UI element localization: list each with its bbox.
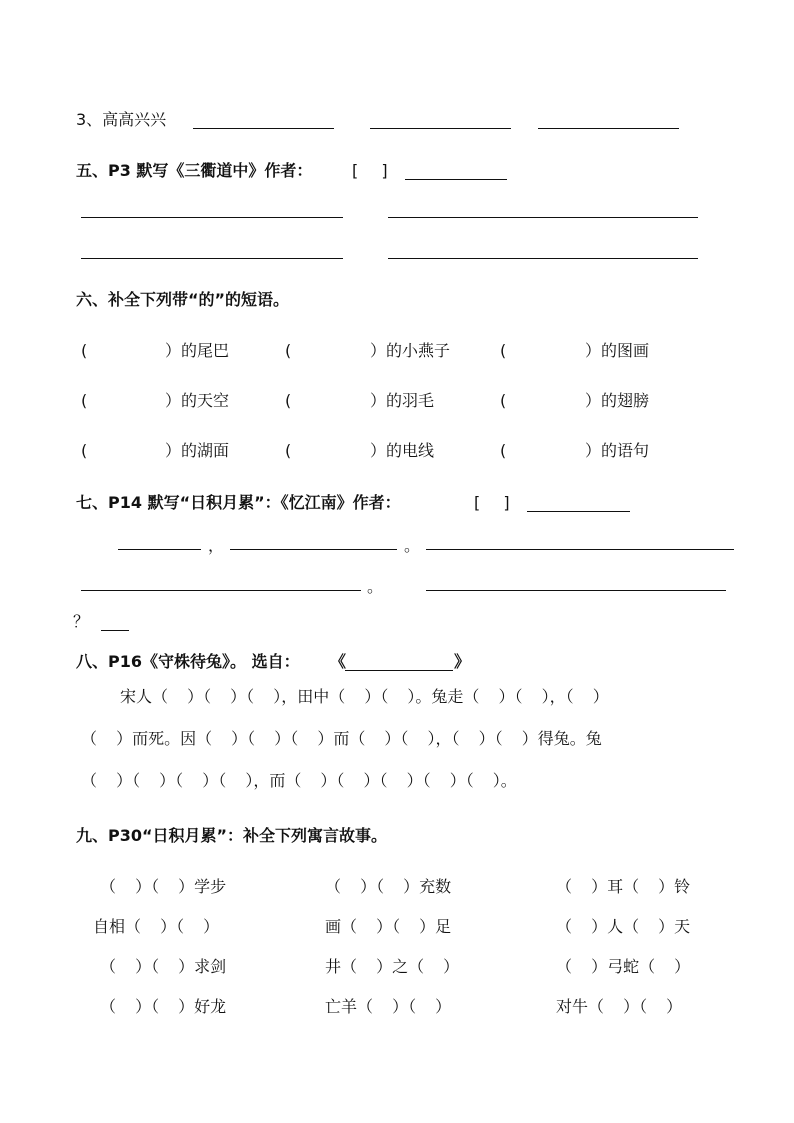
poem-line[interactable] bbox=[118, 549, 201, 550]
idiom: 画（ ）（ ）足 bbox=[325, 917, 452, 936]
author-bracket: [ ] bbox=[474, 493, 510, 512]
answer-line[interactable] bbox=[370, 128, 511, 129]
left-paren: ( bbox=[285, 341, 292, 360]
source-line[interactable] bbox=[345, 670, 453, 671]
left-paren: ( bbox=[81, 441, 88, 460]
q8-heading: 八、P16《守株待兔》。 选自： bbox=[76, 652, 300, 671]
answer-line[interactable] bbox=[193, 128, 334, 129]
poem-line[interactable] bbox=[388, 217, 698, 218]
idiom: （ ）（ ）充数 bbox=[325, 877, 452, 896]
phrase: ）的尾巴 bbox=[165, 341, 230, 360]
author-bracket: [ ] bbox=[352, 161, 388, 180]
phrase: ）的湖面 bbox=[165, 441, 230, 460]
phrase: ）的小燕子 bbox=[370, 341, 451, 360]
poem-line[interactable] bbox=[81, 217, 343, 218]
right-book-quote: 》 bbox=[454, 652, 471, 671]
idiom: （ ）弓蛇（ ） bbox=[556, 957, 691, 976]
idiom: （ ）（ ）求剑 bbox=[100, 957, 227, 976]
left-paren: ( bbox=[500, 341, 507, 360]
poem-line[interactable] bbox=[426, 590, 726, 591]
idiom: （ ）（ ）好龙 bbox=[100, 997, 227, 1016]
left-paren: ( bbox=[81, 391, 88, 410]
phrase: ）的电线 bbox=[370, 441, 435, 460]
phrase: ）的羽毛 bbox=[370, 391, 435, 410]
phrase: ）的翅膀 bbox=[585, 391, 650, 410]
text-line-3: （ ）（ ）（ ）（ ），而（ ）（ ）（ ）（ ）（ ）。 bbox=[81, 771, 517, 790]
idiom: （ ）人（ ）天 bbox=[556, 917, 691, 936]
author-line[interactable] bbox=[405, 179, 507, 180]
phrase: ）的语句 bbox=[585, 441, 650, 460]
text-line-2: （ ）而死。因（ ）（ ）（ ）而（ ）（ ），（ ）（ ）得兔。兔 bbox=[81, 729, 602, 748]
idiom: 自相（ ）（ ） bbox=[93, 917, 220, 936]
answer-line[interactable] bbox=[538, 128, 679, 129]
q9-heading: 九、P30“日积月累”：补全下列寓言故事。 bbox=[76, 826, 388, 845]
text-line-1: 宋人（ ）（ ）（ ），田中（ ）（ ）。兔走（ ）（ ），（ ） bbox=[120, 687, 609, 706]
phrase: ）的图画 bbox=[585, 341, 650, 360]
idiom: 对牛（ ）（ ） bbox=[556, 997, 683, 1016]
poem-line[interactable] bbox=[388, 258, 698, 259]
left-paren: ( bbox=[500, 391, 507, 410]
phrase: ）的天空 bbox=[165, 391, 230, 410]
idiom: （ ）耳（ ）铃 bbox=[556, 877, 691, 896]
comma: ， bbox=[208, 536, 225, 555]
q4-item3-label: 3、高高兴兴 bbox=[76, 110, 167, 129]
left-paren: ( bbox=[81, 341, 88, 360]
idiom: （ ）（ ）学步 bbox=[100, 877, 227, 896]
poem-line[interactable] bbox=[81, 590, 361, 591]
poem-line[interactable] bbox=[101, 630, 129, 631]
idiom: 亡羊（ ）（ ） bbox=[325, 997, 452, 1016]
poem-line[interactable] bbox=[230, 549, 397, 550]
q5-heading: 五、P3 默写《三衢道中》作者： bbox=[76, 161, 313, 180]
period: 。 bbox=[404, 536, 421, 555]
left-paren: ( bbox=[285, 441, 292, 460]
left-book-quote: 《 bbox=[330, 652, 347, 671]
q6-heading: 六、补全下列带“的”的短语。 bbox=[76, 290, 290, 309]
left-paren: ( bbox=[500, 441, 507, 460]
poem-line[interactable] bbox=[81, 258, 343, 259]
period: 。 bbox=[367, 577, 384, 596]
question-mark: ？ bbox=[73, 612, 90, 631]
idiom: 井（ ）之（ ） bbox=[325, 957, 460, 976]
poem-line[interactable] bbox=[426, 549, 734, 550]
author-line[interactable] bbox=[527, 511, 630, 512]
q7-heading: 七、P14 默写“日积月累”：《忆江南》作者： bbox=[76, 493, 401, 512]
left-paren: ( bbox=[285, 391, 292, 410]
